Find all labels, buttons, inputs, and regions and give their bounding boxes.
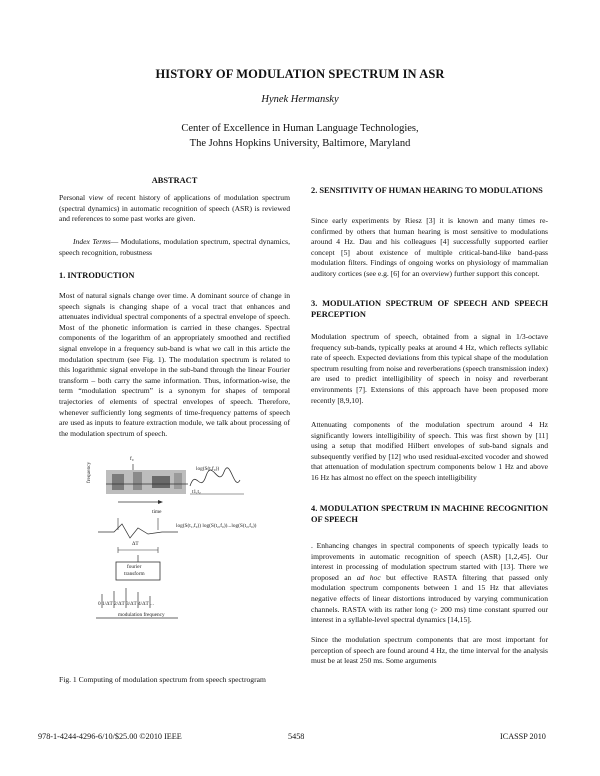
spectrogram-dark-band [133,472,142,490]
section-2-heading: 2. SENSITIVITY OF HUMAN HEARING TO MODULATIONS [311,186,543,195]
section-3-paragraph-2: Attenuating components of the modulation spectrum around 4 Hz significantly lowers intelligibility of speech. This was first shown by [11] using a setup that modified Hilbert envelopes of sub-band signals and subsequently verified by [12] who used residual-excited vocoder and showed that attenuation of modulation spectrum components below 1 Hz and above 16 Hz has almost no effect on the speech intelligibility [311,420,548,482]
affiliation-line-2: The Johns Hopkins University, Baltimore, Maryland [189,138,411,149]
index-terms-label: Index Terms [73,237,111,246]
figure-caption [59,675,290,686]
section-4-ad-hoc: ad hoc [356,572,381,582]
figure-label-delta-t: ΔT [132,541,139,547]
segment-trajectory [98,524,178,538]
figure-label-segment: log(S(t₁,f₀)) log(S(t₂,f₀))...log(S(t₂,f₀)) [176,523,257,529]
time-arrow-head [158,500,163,504]
spectrogram-dark-band [152,476,170,488]
section-3-paragraph-1: Modulation spectrum of speech, obtained from a signal in 1/3-octave frequency sub-bands, typically peaks at around 4 Hz, which reflects syllabic rate of speech. Expected deviations from this typical shape of the modulation spectrum resulting from noise and reverberations (speech transmission index) are used to predict intelligibility of speech in noisy and reverberant environments [7]. Extensions of this approach have been proposed more recently [8,9,10]. [311,332,548,405]
figure-caption-text: Fig. 1 Computing of modulation spectrum from speech spectrogram [59,675,266,684]
index-terms-text: — Modulations, modulation spectrum, spectral dynamics, speech recognition, robustness [59,237,290,257]
footer-isbn: 978-1-4244-4296-6/10/$25.00 ©2010 IEEE [38,732,182,741]
spectrogram-dark-band [112,474,124,490]
section-1-paragraph: Most of natural signals change over time. A dominant source of change in speech signals is changing shape of a vocal tract that enhances and attenuates individual spectral components of a spectral envelope of speech. Most of the phonetic information is carried in these changes. Spectral components of the logarithm of an appropriately smoothed and rectified signal envelope in a frequency sub-band is what we call in this article the modulation spectrum (see Fig. 1). The modulation spectrum is related to this logarithmic signal envelope in the sub-band through the linear Fourier transform – both carry the same information. Thus, information-wise, the term “modulation spectrum” is a synonym for shapes of temporal trajectories of elements of spectral envelopes of speech. Therefore, whenever sufficiently long segments of time-frequency patterns of speech are used as inputs to feature extraction module, we talk about processing of the modulation spectrum of speech. [59,291,290,438]
section-4-paragraph-1b: but effective RASTA filtering that passed only modulation spectrum components between 1 and 15 Hz that alleviates negative effects of linear distortions introduced by varying communication channels. RASTA with its rather long (> 200 ms) time constant spurred our interest in a syllable-level spectral dynamics [14,15]. [311,572,548,625]
figure-label-f0: f₀ [130,456,134,462]
figure-label-fourier-1: fourier [127,564,142,570]
section-3-body-1 [311,332,548,406]
figure-1 [78,458,278,653]
section-4-paragraph-2: Since the modulation spectrum components that are most important for perception of speech are found around 4 Hz, the time interval for the analysis must be at least 250 ms. Some arguments [311,635,548,666]
section-4-heading: 4. MODULATION SPECTRUM IN MACHINE RECOGNITION OF SPEECH [311,504,548,524]
spectrogram-dark-band [174,473,182,489]
paper-title: HISTORY OF MODULATION SPECTRUM IN ASR [155,67,445,81]
figure-label-log-envelope: log(S(t,f₀)) [196,466,220,472]
abstract-paragraph: Personal view of recent history of applications of modulation spectrum (spectral dynamics) in automatic recognition of speech (ASR) is reviewed and references to some past works are given. [59,193,290,224]
figure-label-modulation-frequency: modulation frequency [118,612,165,618]
section-1-heading: 1. INTRODUCTION [59,271,135,280]
section-4-body-1 [311,541,548,626]
figure-label-t1: t1,t₂ [192,489,201,495]
footer-conference: ICASSP 2010 [500,732,546,741]
section-4-paragraph-1 [311,541,548,626]
footer-page-number: 5458 [288,732,305,741]
section-3-heading: 3. MODULATION SPECTRUM OF SPEECH AND SPEECH PERCEPTION [311,299,548,319]
figure-label-time: time [152,509,162,515]
author-name: Hynek Hermansky [261,94,339,105]
affiliation-line-1: Center of Excellence in Human Language Technologies, [181,123,419,134]
section-3-body-2 [311,420,548,484]
abstract-text [59,193,290,225]
index-terms [59,237,290,258]
figure-label-frequency-bins: 0 1/ΔT 2/ΔT 3/ΔT 4/ΔT ... [98,601,154,607]
abstract-heading: ABSTRACT [151,176,198,185]
section-1-body [59,291,290,439]
figure-label-fourier-2: transform [124,571,145,577]
section-2-paragraph: Since early experiments by Riesz [3] it is known and many times re-confirmed by others that human hearing is most sensitive to modulations around 4 Hz. Dau and his colleagues [4] successfully supported earlier concept [5] about existence of multiple critical-band-like band-pass modulation filters. Findings of ongoing works on physiology of mammalian auditory cortices (see e.g. [6] for an overview) further support this concept. [311,216,548,278]
figure-label-frequency: frequency [86,461,92,483]
section-4-body-2 [311,635,548,667]
section-2-body [311,216,548,280]
section-4-paragraph-1a: . Enhancing changes in spectral components of speech typically leads to improvements in automatic recognition of speech (ASR) [1,2,45]. Our interest in processing of modulation spectrum started with [13]. There we proposed an [311,541,548,582]
